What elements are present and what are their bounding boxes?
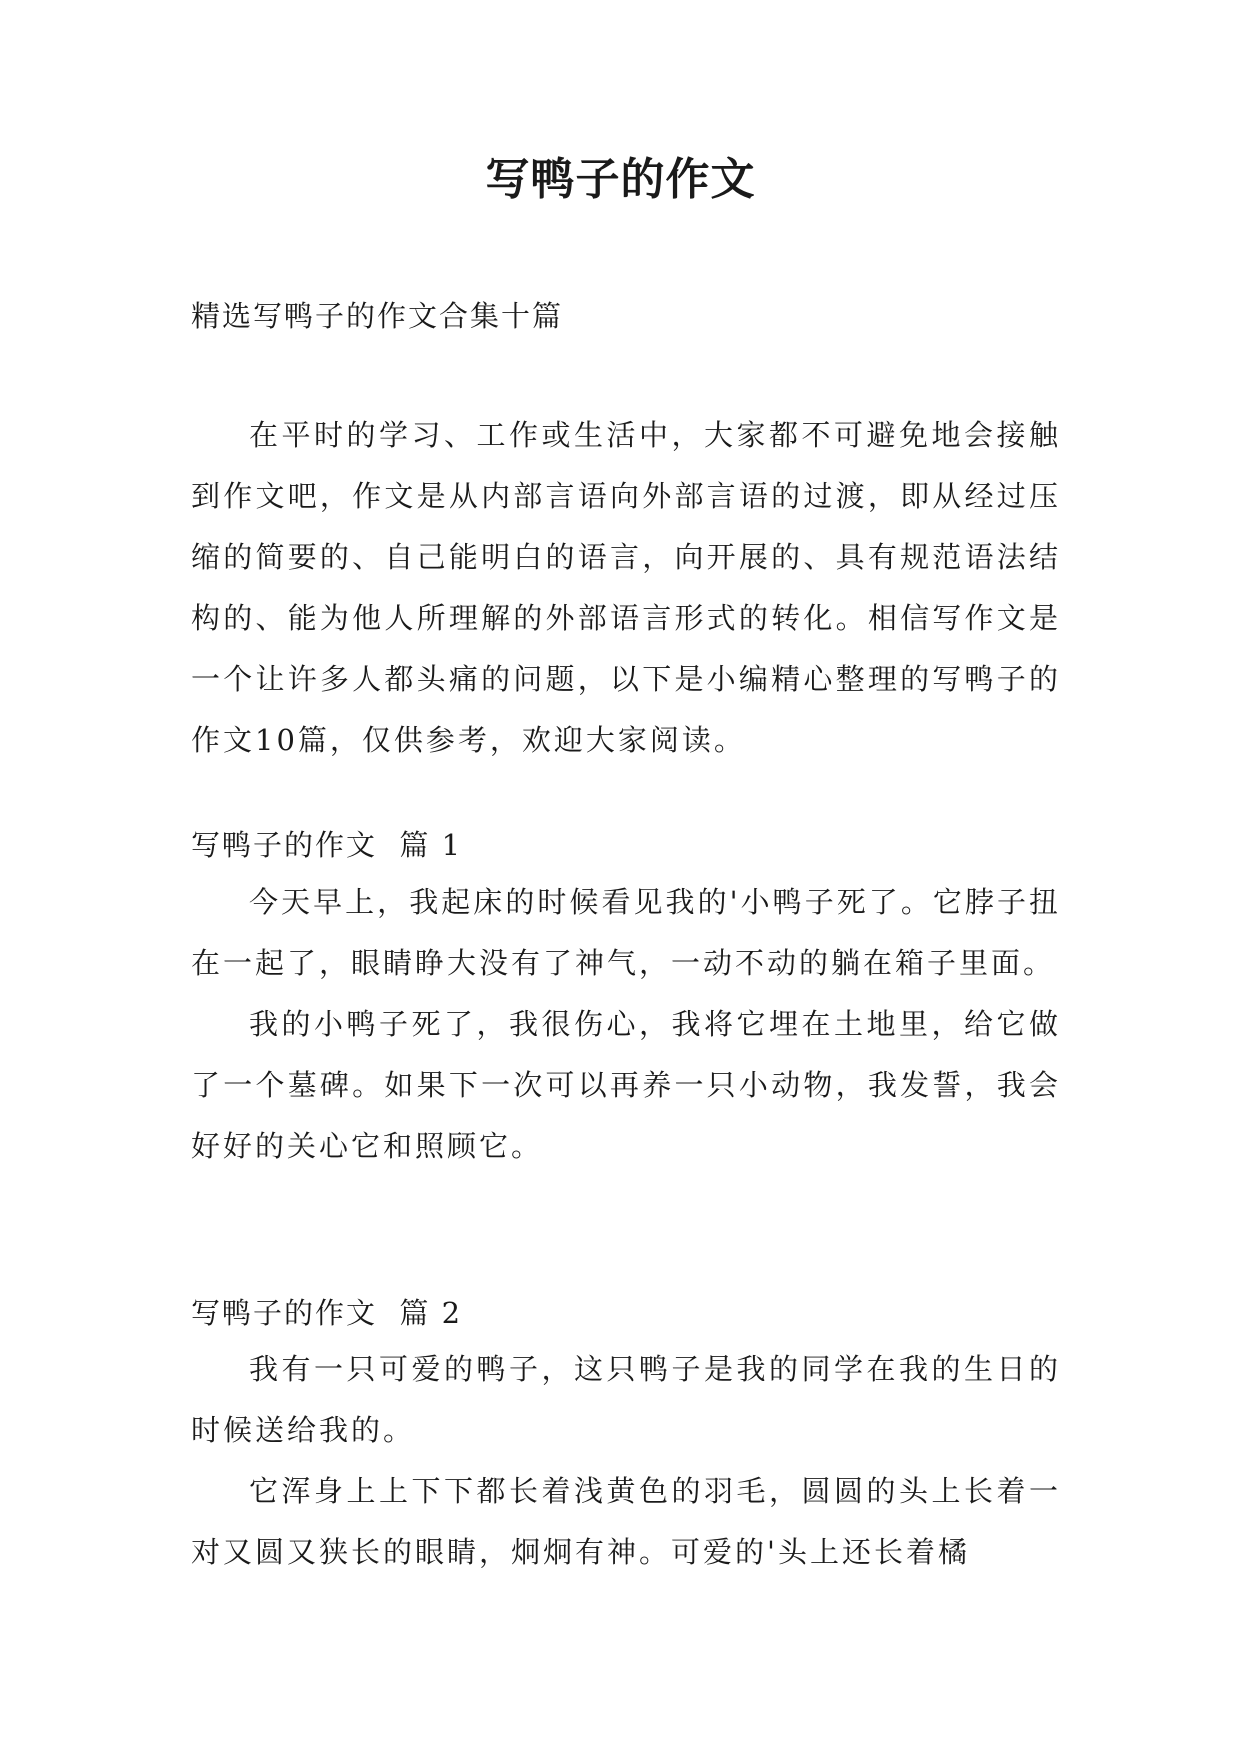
section-2-paragraph-1: 我有一只可爱的鸭子，这只鸭子是我的同学在我的生日的时候送给我的。 — [191, 1352, 1061, 1447]
collection-subtitle: 精选写鸭子的作文合集十篇 — [191, 299, 564, 333]
intro-section — [191, 405, 1061, 771]
section-2-paragraph-2: 它浑身上上下下都长着浅黄色的羽毛，圆圆的头上长着一对又圆又狭长的眼睛，炯炯有神。可爱的'头上还长着橘 — [191, 1474, 1061, 1569]
page-title: 写鸭子的作文 — [485, 154, 756, 205]
section-body-1 — [191, 872, 1061, 1177]
section-heading-1: 写鸭子的作文 篇 1 — [191, 828, 463, 862]
intro-paragraph: 在平时的学习、工作或生活中，大家都不可避免地会接触到作文吧，作文是从内部言语向外部言语的过渡，即从经过压缩的简要的、自己能明白的语言，向开展的、具有规范语法结构的、能为他人所理解的外部语言形式的转化。相信写作文是一个让许多人都头痛的问题，以下是小编精心整理的写鸭子的作文10篇，仅供参考，欢迎大家阅读。 — [191, 418, 1061, 757]
section-heading-2: 写鸭子的作文 篇 2 — [191, 1296, 463, 1330]
section-1-paragraph-1: 今天早上，我起床的时候看见我的'小鸭子死了。它脖子扭在一起了，眼睛睁大没有了神气，一动不动的躺在箱子里面。 — [191, 885, 1061, 980]
section-1-paragraph-2: 我的小鸭子死了，我很伤心，我将它埋在土地里，给它做了一个墓碑。如果下一次可以再养一只小动物，我发誓，我会好好的关心它和照顾它。 — [191, 1007, 1061, 1163]
section-body-2 — [191, 1339, 1061, 1583]
